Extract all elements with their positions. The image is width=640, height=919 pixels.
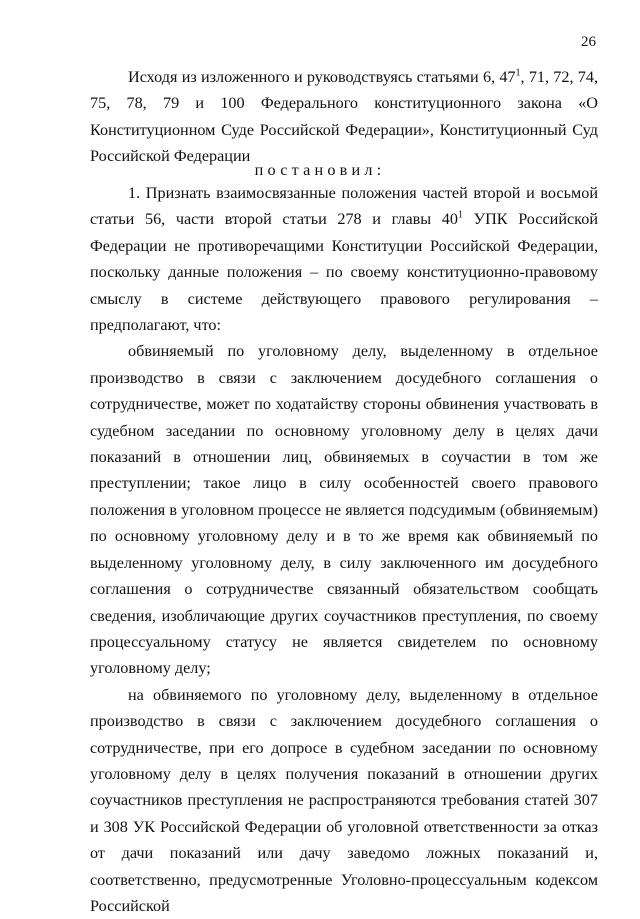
intro-text-part1: Исходя из изложенного и руководствуясь статьями 6, 47 (128, 68, 516, 86)
resolution-heading: постановил: (254, 161, 386, 179)
resolution-body (90, 180, 598, 919)
page-number: 26 (581, 34, 596, 50)
intro-superscript: 1 (515, 67, 521, 79)
item-1-paragraph (90, 180, 598, 338)
accused-status-paragraph: обвиняемый по уголовному делу, выделенному в отдельное производство в связи с заключением досудебного соглашения о сотрудничестве, может по ходатайству стороны обвинения участвовать в судебном заседании по основному уголовному делу в целях дачи показаний в отношении лиц, обвиняемых в соучастии в том же преступлении; такое лицо в силу особенностей своего правового положения в уголовном процессе не является подсудимым (обвиняемым) по основному уголовному делу и в то же время как обвиняемый по выделенному уголовному делу, в силу заключенного им досудебного соглашения о сотрудничестве связанный обязательством сообщать сведения, изобличающие других соучастников преступления, по своему процессуальному статусу не является свидетелем по основному уголовному делу; (90, 342, 598, 678)
intro-paragraph (90, 64, 598, 170)
item-1-superscript: 1 (458, 210, 463, 222)
item-1-text-part2: УПК Российской Федерации не противоречащими Конституции Российской Федерации, поскольку данные положения – по своему конституционно-правовому смыслу в системе действующего правового регулирования – предполагают, что: (90, 210, 598, 335)
testimony-paragraph: на обвиняемого по уголовному делу, выделенному в отдельное производство в связи с заключением досудебного соглашения о сотрудничестве, при его допросе в судебном заседании по основному уголовному делу в целях получения показаний в отношении других соучастников преступления не распространяются требования статей 307 и 308 УК Российской Федерации об уголовной ответственности за отказ от дачи показаний или дачу заведомо ложных показаний и, соответственно, предусмотренные Уголовно-процессуальным кодексом Российской (90, 685, 598, 915)
item-1-text-part1: 1. Признать взаимосвязанные положения частей второй и восьмой статьи 56, части второй статьи 278 и главы 40 (90, 184, 598, 229)
intro-text-part2: , 71, 72, 74, 75, 78, 79 и 100 Федерального конституционного закона «О Конституционном Суде Российской Федерации», Конституционный Суд Российской Федерации (90, 68, 599, 166)
intro-block (90, 64, 598, 170)
